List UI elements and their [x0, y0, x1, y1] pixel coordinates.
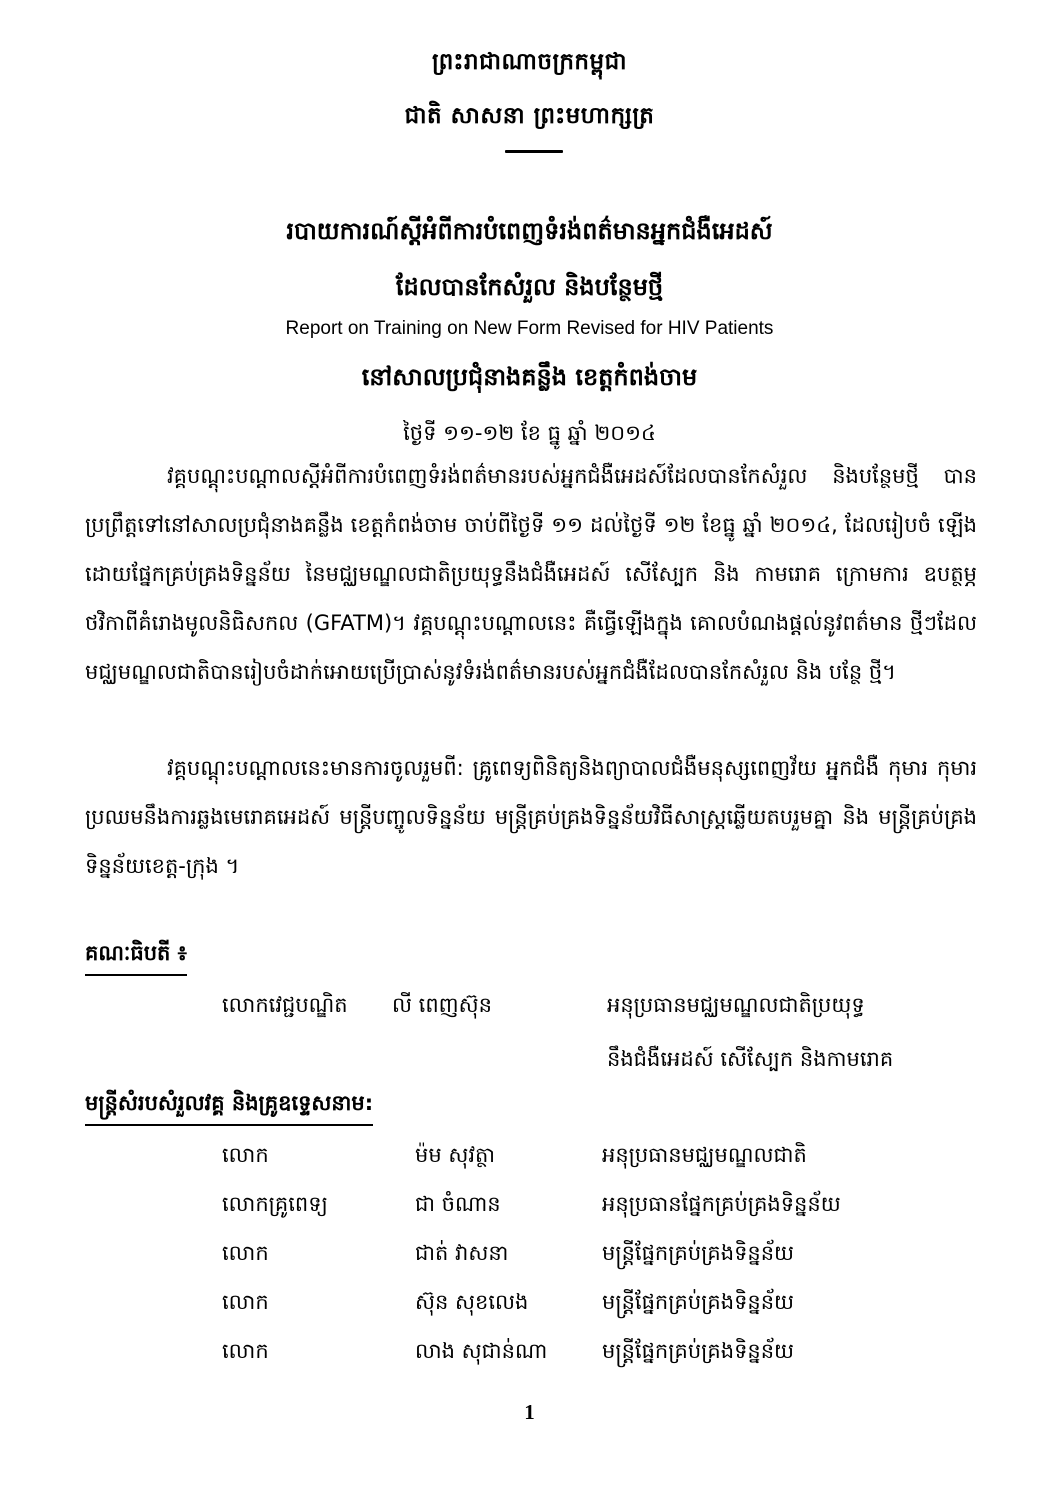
header-motto-line: ជាតិ សាសនា ព្រះមហាក្សត្រ [404, 103, 655, 129]
presidium-role2-cell: នឹងជំងឺអេដស៍ សើស្បែក និងកាមរោគ [607, 1047, 894, 1071]
presidium-row [0, 992, 1059, 1032]
section-heading-officials: មន្ត្រីសំរបសំរួលវគ្គ និងគ្រូឧទ្ទេសនាម: [85, 1090, 373, 1126]
official-role-cell: មន្ត្រីផ្នែកគ្រប់គ្រងទិន្នន័យ [602, 1290, 795, 1314]
official-title-cell: លោកគ្រូពេទ្យ [222, 1192, 328, 1216]
official-name-cell: ម៉ម សុវត្ថា [415, 1143, 495, 1167]
official-title-cell: លោក [222, 1143, 269, 1167]
header-kingdom-line: ព្រះរាជាណាចក្រកម្ពុជា [431, 49, 628, 75]
official-name-cell: ជា ចំណាន [415, 1192, 501, 1216]
presidium-name-cell: លី ពេញស៊ុន [392, 993, 492, 1017]
body-paragraph-2: វគ្គបណ្តុះបណ្តាលនេះមានការចូលរួមពី: គ្រូពេទ្យពិនិត្យនិងព្យាបាលជំងឺមនុស្សពេញវ័យ អ្នកជំងឺ កុមារ កុមារប្រឈមនឹងការឆ្លងមេរោគអេដស៍ មន្ត្រីបញ្ចូលទិន្នន័យ មន្ត្រីគ្រប់គ្រងទិន្នន័យវិធីសាស្ត្រឆ្លើយតបរួមគ្នា និង មន្ត្រីគ្រប់គ្រងទិន្នន័យខេត្ត-ក្រុង ។ [85, 756, 977, 878]
report-title-khmer-line2: ដែលបានកែសំរួល និងបន្ថែមថ្មី [395, 273, 664, 301]
official-row [0, 1191, 1059, 1231]
official-role-cell: អនុប្រធានផ្នែកគ្រប់គ្រងទិន្នន័យ [602, 1192, 841, 1216]
official-row [0, 1289, 1059, 1329]
presidium-title-cell: លោកវេជ្ជបណ្ឌិត [222, 993, 348, 1017]
body-paragraph-1: វគ្គបណ្តុះបណ្តាលស្តីអំពីការបំពេញទំរង់ពត៌មានរបស់អ្នកជំងឺអេដស៍ដែលបានកែសំរួល និងបន្ថែមថ្មី បាន ប្រព្រឹត្តទៅនៅសាលប្រជុំនាងគន្លឹង ខេត្តកំពង់ចាម ចាប់ពីថ្ងៃទី ១១ ដល់ថ្ងៃទី ១២ ខែធ្នូ ឆ្នាំ ២០១៤, ដែលរៀបចំ ឡើងដោយផ្នែកគ្រប់គ្រងទិន្នន័យ នៃមជ្ឈមណ្ឌលជាតិប្រយុទ្ធនឹងជំងឺអេដស៍ សើស្បែក និង កាមរោគ ក្រោមការ ឧបត្ថម្ភថវិកាពីគំរោងមូលនិធិសកល (GFATM)។ វគ្គបណ្តុះបណ្តាលនេះ គឺធ្វើឡើងក្នុង គោលបំណងផ្តល់នូវពត៌មាន ថ្មីៗដែលមជ្ឈមណ្ឌលជាតិបានរៀបចំដាក់អោយប្រើប្រាស់នូវទំរង់ពត៌មានរបស់អ្នកជំងឺដែលបានកែសំរួល និង បន្ថែ ថ្មី។ [85, 464, 977, 684]
official-name-cell: ជាត់ វាសនា [415, 1241, 509, 1265]
official-title-cell: លោក [222, 1241, 269, 1265]
header-separator [505, 150, 563, 153]
report-date-line: ថ្ងៃទី ១១-១២ ខែ ធ្នូ ឆ្នាំ ២០១៤ [403, 421, 656, 445]
report-title-khmer-line1: របាយការណ៍ស្តីអំពីការបំពេញទំរង់ពត៌មានអ្នកជំងឺអេដស៍ [286, 217, 773, 245]
official-title-cell: លោក [222, 1290, 269, 1314]
report-title-english: Report on Training on New Form Revised for HIV Patients [285, 318, 774, 339]
presidium-role-cell: អនុប្រធានមជ្ឈមណ្ឌលជាតិប្រយុទ្ធ [607, 993, 865, 1017]
official-role-cell: អនុប្រធានមជ្ឈមណ្ឌលជាតិ [602, 1143, 807, 1167]
official-name-cell: លាង សុជាន់ណា [415, 1339, 548, 1363]
official-row [0, 1338, 1059, 1378]
report-venue-line: នៅសាលប្រជុំនាងគន្លឹង ខេត្តកំពង់ចាម [361, 363, 698, 391]
official-role-cell: មន្ត្រីផ្នែកគ្រប់គ្រងទិន្នន័យ [602, 1339, 795, 1363]
page-number: 1 [524, 1400, 535, 1424]
official-row [0, 1240, 1059, 1280]
official-row [0, 1142, 1059, 1182]
official-title-cell: លោក [222, 1339, 269, 1363]
section-heading-presidium: គណៈធិបតី ៖ [85, 940, 187, 976]
official-role-cell: មន្ត្រីផ្នែកគ្រប់គ្រងទិន្នន័យ [602, 1241, 795, 1265]
presidium-row-continued [0, 1046, 1059, 1086]
official-name-cell: ស៊ុន សុខលេង [415, 1290, 529, 1314]
